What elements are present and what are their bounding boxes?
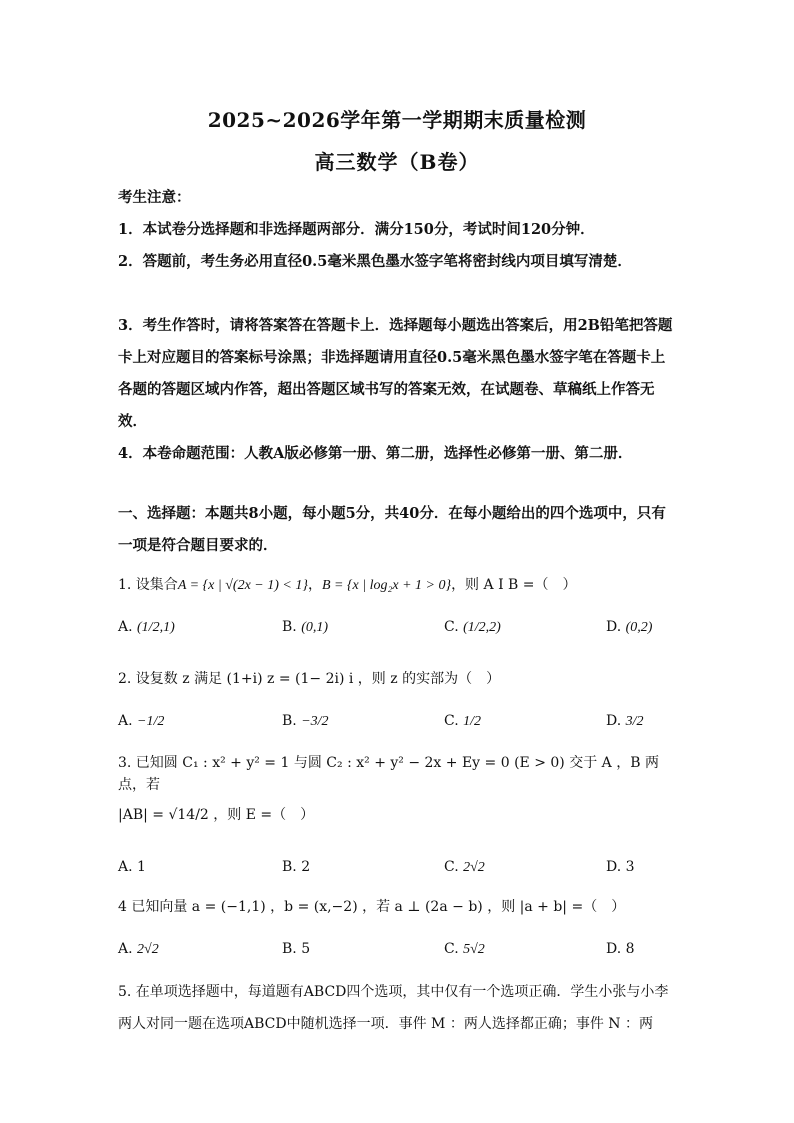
- notice-item: 1．本试卷分选择题和非选择题两部分．满分150分，考试时间120分钟．: [118, 221, 595, 238]
- option-value: 3/2: [625, 714, 644, 729]
- exam-subtitle: 高三数学（B卷）: [314, 150, 480, 174]
- option-letter: A.: [118, 713, 133, 729]
- q3-option-b: B. 2: [282, 859, 311, 875]
- q1-option-a: [118, 616, 175, 639]
- notice-heading: 考生注意：: [118, 189, 191, 206]
- q4-option-a: [118, 938, 159, 961]
- question-1: [118, 574, 678, 597]
- option-letter: C.: [444, 859, 459, 875]
- q2-option-a: [118, 710, 164, 733]
- option-value: 1/2: [463, 714, 482, 729]
- q3-option-c: [444, 856, 485, 879]
- question-1-ask: ，则 A I B =（ ）: [451, 577, 577, 593]
- option-letter: B.: [282, 619, 297, 635]
- set-a: A = {x | √(2x − 1) < 1}: [177, 578, 308, 593]
- option-value: (0,1): [301, 620, 329, 635]
- q2-option-d: [606, 710, 644, 733]
- question-2: 2. 设复数 z 满足 (1+i) z = (1− 2i) i ，则 z 的实部为（ ）: [118, 671, 501, 687]
- q4-option-b: B. 5: [282, 941, 311, 957]
- question-3: 3. 已知圆 C₁ : x² + y² = 1 与圆 C₂ : x² + y² − 2x + Ey = 0 (E > 0) 交于 A ，B 两点，若: [118, 755, 659, 793]
- option-letter: C.: [444, 713, 459, 729]
- option-letter: A.: [118, 619, 133, 635]
- exam-title: 2025~2026学年第一学期期末质量检测: [207, 108, 587, 132]
- notice-item: 4．本卷命题范围：人教A版必修第一册、第二册，选择性必修第一册、第二册．: [118, 445, 633, 462]
- q3-option-d: D. 3: [606, 859, 635, 875]
- q3-option-a: A. 1: [118, 859, 146, 875]
- option-value: −1/2: [137, 714, 165, 729]
- question-5: 5. 在单项选择题中，每道题有ABCD四个选项，其中仅有一个选项正确．学生小张与小李两人对同一题在选项ABCD中随机选择一项．事件 M ：两人选择都正确；事件 N ：两: [118, 984, 669, 1032]
- option-value: (1/2,2): [463, 620, 501, 635]
- q2-option-b: [282, 710, 329, 733]
- option-value: −3/2: [301, 714, 329, 729]
- q1-option-d: [606, 616, 652, 639]
- notice-item: 3．考生作答时，请将答案答在答题卡上．选择题每小题选出答案后，用2B铅笔把答题卡上对应题目的答案标号涂黑；非选择题请用直径0.5毫米黑色墨水签字笔在答题卡上各题的答题区域内作答，超出答题区域书写的答案无效，在试题卷、草稿纸上作答无效．: [118, 317, 673, 430]
- option-letter: D.: [606, 713, 622, 729]
- section-heading: 一、选择题：本题共8小题，每小题5分，共40分．在每小题给出的四个选项中，只有一项是符合题目要求的．: [118, 505, 666, 554]
- q4-option-c: [444, 938, 485, 961]
- q2-option-c: [444, 710, 481, 733]
- option-value: 5√2: [463, 942, 485, 957]
- question-1-prefix: 1. 设集合: [118, 577, 178, 593]
- option-letter: A.: [118, 941, 133, 957]
- option-letter: C.: [444, 941, 459, 957]
- option-value: (1/2,1): [137, 620, 175, 635]
- option-letter: D.: [606, 619, 622, 635]
- q1-option-b: [282, 616, 328, 639]
- question-4: 4 已知向量 a = (−1,1) ，b = (x,−2) ，若 a ⊥ (2a − b) ，则 |a + b| =（ ）: [118, 899, 626, 915]
- question-3-condition: |AB| = √14/2 ，则 E =（ ）: [118, 807, 315, 823]
- question-1-comma: ，: [307, 577, 322, 593]
- set-b: B = {x | log₂x + 1 > 0}: [321, 578, 452, 593]
- q4-option-d: D. 8: [606, 941, 635, 957]
- option-letter: B.: [282, 713, 297, 729]
- option-value: 2√2: [463, 860, 485, 875]
- option-value: (0,2): [625, 620, 653, 635]
- notice-item: 2．答题前，考生务必用直径0.5毫米黑色墨水签字笔将密封线内项目填写清楚．: [118, 253, 632, 270]
- option-value: 2√2: [137, 942, 159, 957]
- q1-option-c: [444, 616, 501, 639]
- option-letter: C.: [444, 619, 459, 635]
